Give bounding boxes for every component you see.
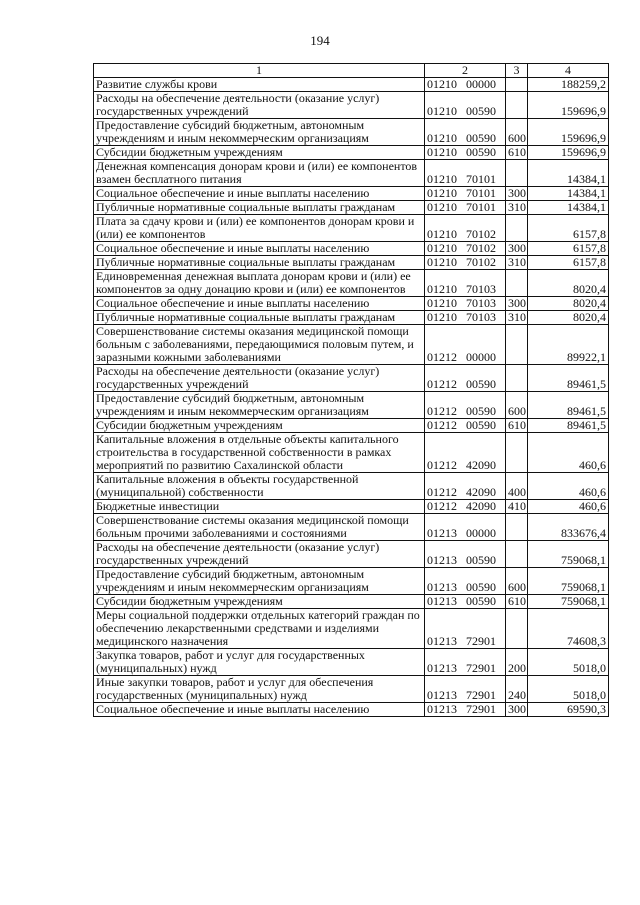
row-amount-cell: 759068,1 [528,541,609,568]
budget-table [93,63,609,717]
row-code-cell: 01210 70102 [425,242,506,256]
column-header-name: 1 [94,64,425,78]
row-name-cell: Денежная компенсация донорам крови и (или) ее компонентов взамен бесплатного питания [94,160,425,187]
row-type-cell: 610 [506,419,528,433]
row-type-cell: 310 [506,311,528,325]
row-type-cell: 610 [506,146,528,160]
table-row [94,311,609,325]
row-name-cell: Развитие службы крови [94,78,425,92]
row-code-cell: 01212 00590 [425,419,506,433]
table-row [94,541,609,568]
row-amount-cell: 74608,3 [528,609,609,649]
row-name-cell: Субсидии бюджетным учреждениям [94,146,425,160]
table-row [94,256,609,270]
row-name-cell: Социальное обеспечение и иные выплаты населению [94,242,425,256]
row-name-cell: Социальное обеспечение и иные выплаты населению [94,297,425,311]
row-amount-cell: 89461,5 [528,419,609,433]
row-amount-cell: 460,6 [528,433,609,473]
row-type-cell: 310 [506,201,528,215]
row-amount-cell: 89922,1 [528,325,609,365]
row-name-cell: Субсидии бюджетным учреждениям [94,595,425,609]
table-row [94,649,609,676]
row-name-cell: Совершенствование системы оказания медицинской помощи больным с заболеваниями, передающимися половым путем, и заразными кожными заболеваниями [94,325,425,365]
row-code-cell: 01213 72901 [425,676,506,703]
table-row [94,297,609,311]
row-code-cell: 01210 70103 [425,297,506,311]
row-code-cell: 01213 00590 [425,568,506,595]
table-row [94,146,609,160]
row-amount-cell: 89461,5 [528,392,609,419]
row-type-cell: 200 [506,649,528,676]
row-code-cell: 01210 70101 [425,160,506,187]
row-name-cell: Бюджетные инвестиции [94,500,425,514]
row-code-cell: 01210 70103 [425,270,506,297]
row-code-cell: 01210 00590 [425,92,506,119]
row-amount-cell: 759068,1 [528,595,609,609]
table-row [94,433,609,473]
row-code-cell: 01210 70103 [425,311,506,325]
row-code-cell: 01213 72901 [425,703,506,717]
row-name-cell: Иные закупки товаров, работ и услуг для обеспечения государственных (муниципальных) нужд [94,676,425,703]
row-amount-cell: 159696,9 [528,92,609,119]
table-row [94,92,609,119]
row-amount-cell: 159696,9 [528,146,609,160]
row-name-cell: Публичные нормативные социальные выплаты гражданам [94,311,425,325]
row-amount-cell: 460,6 [528,500,609,514]
column-header-code: 2 [425,64,506,78]
page-number: 194 [310,33,330,48]
table-row [94,676,609,703]
row-amount-cell: 14384,1 [528,201,609,215]
row-type-cell [506,541,528,568]
row-amount-cell: 8020,4 [528,311,609,325]
row-type-cell: 600 [506,568,528,595]
table-row [94,609,609,649]
row-name-cell: Субсидии бюджетным учреждениям [94,419,425,433]
row-type-cell [506,78,528,92]
table-row [94,473,609,500]
row-type-cell [506,215,528,242]
table-row [94,160,609,187]
row-type-cell: 300 [506,187,528,201]
row-amount-cell: 8020,4 [528,297,609,311]
row-name-cell: Предоставление субсидий бюджетным, автономным учреждениям и иным некоммерческим организациям [94,392,425,419]
row-code-cell: 01212 00000 [425,325,506,365]
row-name-cell: Социальное обеспечение и иные выплаты населению [94,703,425,717]
row-type-cell: 610 [506,595,528,609]
row-name-cell: Социальное обеспечение и иные выплаты населению [94,187,425,201]
row-code-cell: 01213 00590 [425,541,506,568]
row-code-cell: 01213 72901 [425,649,506,676]
row-name-cell: Расходы на обеспечение деятельности (оказание услуг) государственных учреждений [94,92,425,119]
row-name-cell: Публичные нормативные социальные выплаты гражданам [94,201,425,215]
row-code-cell: 01210 70101 [425,187,506,201]
table-row [94,78,609,92]
row-type-cell: 600 [506,392,528,419]
row-code-cell: 01210 70102 [425,256,506,270]
row-type-cell: 600 [506,119,528,146]
row-name-cell: Совершенствование системы оказания медицинской помощи больным прочими заболеваниями и состояниями [94,514,425,541]
table-row [94,119,609,146]
row-name-cell: Предоставление субсидий бюджетным, автономным учреждениям и иным некоммерческим организациям [94,119,425,146]
row-amount-cell: 460,6 [528,473,609,500]
row-amount-cell: 89461,5 [528,365,609,392]
table-row [94,500,609,514]
row-code-cell: 01213 00590 [425,595,506,609]
table-row [94,568,609,595]
table-row [94,201,609,215]
row-amount-cell: 6157,8 [528,242,609,256]
table-row [94,514,609,541]
row-type-cell [506,514,528,541]
row-type-cell [506,433,528,473]
row-type-cell [506,92,528,119]
row-name-cell: Предоставление субсидий бюджетным, автономным учреждениям и иным некоммерческим организациям [94,568,425,595]
row-name-cell: Расходы на обеспечение деятельности (оказание услуг) государственных учреждений [94,541,425,568]
table-row [94,419,609,433]
table-row [94,325,609,365]
row-amount-cell: 14384,1 [528,187,609,201]
row-type-cell: 300 [506,242,528,256]
row-amount-cell: 759068,1 [528,568,609,595]
row-type-cell: 300 [506,297,528,311]
row-amount-cell: 69590,3 [528,703,609,717]
row-type-cell: 240 [506,676,528,703]
table-row [94,365,609,392]
row-code-cell: 01210 00590 [425,119,506,146]
row-type-cell [506,609,528,649]
row-amount-cell: 6157,8 [528,256,609,270]
table-row [94,703,609,717]
row-name-cell: Публичные нормативные социальные выплаты гражданам [94,256,425,270]
column-header-type: 3 [506,64,528,78]
row-code-cell: 01212 42090 [425,433,506,473]
row-type-cell [506,325,528,365]
table-row [94,270,609,297]
row-code-cell: 01210 00000 [425,78,506,92]
row-type-cell: 310 [506,256,528,270]
row-code-cell: 01212 00590 [425,392,506,419]
table-header-row [94,64,609,78]
row-name-cell: Меры социальной поддержки отдельных категорий граждан по обеспечению лекарственными средствами и изделиями медицинского назначения [94,609,425,649]
row-name-cell: Единовременная денежная выплата донорам крови и (или) ее компонентов за одну донацию крови и (или) ее компонентов [94,270,425,297]
table-row [94,595,609,609]
column-header-amount: 4 [528,64,609,78]
row-code-cell: 01213 72901 [425,609,506,649]
row-amount-cell: 14384,1 [528,160,609,187]
row-code-cell: 01212 42090 [425,473,506,500]
row-type-cell: 300 [506,703,528,717]
row-amount-cell: 5018,0 [528,676,609,703]
row-code-cell: 01213 00000 [425,514,506,541]
row-name-cell: Плата за сдачу крови и (или) ее компонентов донорам крови и (или) ее компонентов [94,215,425,242]
row-type-cell [506,270,528,297]
row-code-cell: 01210 00590 [425,146,506,160]
table-row [94,187,609,201]
row-amount-cell: 6157,8 [528,215,609,242]
row-code-cell: 01210 70102 [425,215,506,242]
row-name-cell: Капитальные вложения в объекты государственной (муниципальной) собственности [94,473,425,500]
row-amount-cell: 188259,2 [528,78,609,92]
row-type-cell [506,160,528,187]
table-row [94,215,609,242]
row-amount-cell: 159696,9 [528,119,609,146]
row-name-cell: Капитальные вложения в отдельные объекты капитального строительства в государственной собственности в рамках мероприятий по развитию Сахалинской области [94,433,425,473]
table-body [94,78,609,717]
row-type-cell: 410 [506,500,528,514]
table-row [94,392,609,419]
row-name-cell: Закупка товаров, работ и услуг для государственных (муниципальных) нужд [94,649,425,676]
row-amount-cell: 8020,4 [528,270,609,297]
row-type-cell [506,365,528,392]
row-code-cell: 01210 70101 [425,201,506,215]
table-row [94,242,609,256]
row-amount-cell: 5018,0 [528,649,609,676]
row-type-cell: 400 [506,473,528,500]
row-code-cell: 01212 00590 [425,365,506,392]
row-name-cell: Расходы на обеспечение деятельности (оказание услуг) государственных учреждений [94,365,425,392]
row-code-cell: 01212 42090 [425,500,506,514]
row-amount-cell: 833676,4 [528,514,609,541]
